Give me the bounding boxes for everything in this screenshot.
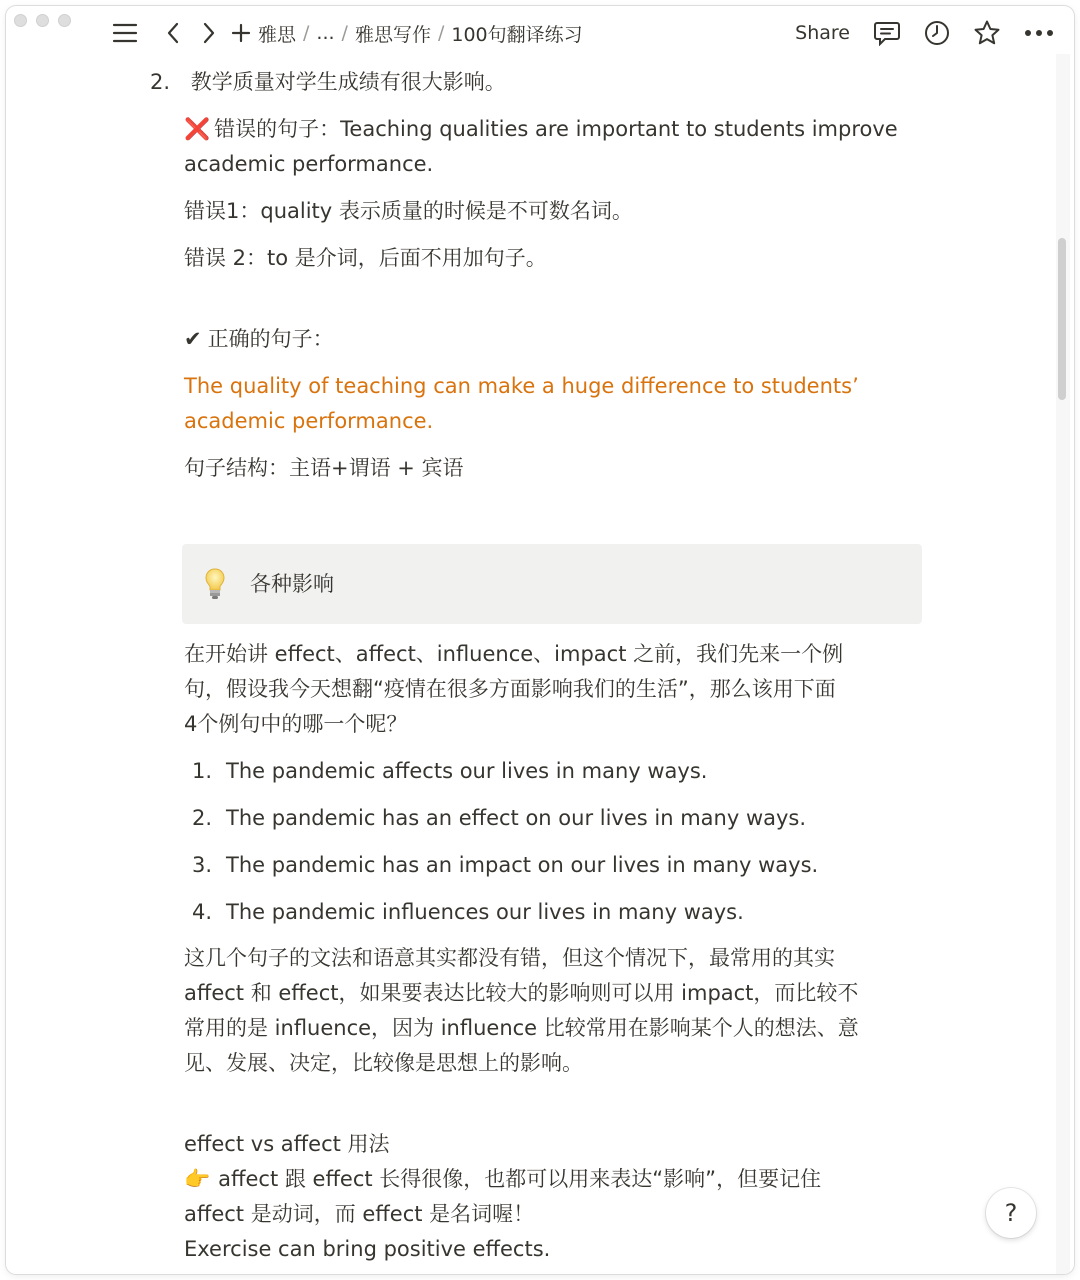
breadcrumb <box>258 20 583 47</box>
scrollbar-thumb[interactable] <box>1058 238 1066 400</box>
list-item <box>192 848 932 895</box>
paragraph-line: 在开始讲 effect、affect、influence、impact 之前，我们先来一个例 <box>184 642 844 666</box>
usage-section <box>184 1127 944 1267</box>
list-number: 2. <box>192 806 213 830</box>
paragraph-line: 常用的是 influence，因为 influence 比较常用在影响某个人的想法、意 <box>184 1016 859 1040</box>
list-number: 1. <box>192 759 213 783</box>
callout-block <box>182 544 922 624</box>
help-button[interactable]: ? <box>986 1188 1036 1238</box>
app-window <box>6 6 1074 1274</box>
history-icon[interactable] <box>922 18 952 48</box>
paragraph-line: affect 和 effect，如果要表达比较大的影响则可以用 impact，而比较不 <box>184 981 859 1005</box>
list-item-text: The pandemic influences our lives in many ways. <box>226 900 744 924</box>
scrollbar-track[interactable] <box>1056 54 1070 1274</box>
list-item-text: The pandemic has an impact on our lives in many ways. <box>226 853 819 877</box>
checkmark-icon: ✔ <box>184 327 202 351</box>
paragraph-line: 见、发展、决定，比较像是思想上的影响。 <box>184 1051 583 1075</box>
more-icon[interactable] <box>1022 18 1056 48</box>
list-item <box>192 801 932 848</box>
correct-sentence-line: The quality of teaching can make a huge difference to students’ <box>184 374 859 398</box>
star-icon[interactable] <box>972 18 1002 48</box>
item-title: 教学质量对学生成绩有很大影响。 <box>190 70 506 94</box>
breadcrumb-item[interactable]: ... <box>316 22 335 44</box>
share-button[interactable]: Share <box>795 22 850 44</box>
pointing-hand-icon: 👉 <box>184 1167 211 1191</box>
intro-paragraph <box>184 637 944 742</box>
correct-sentence <box>184 369 944 439</box>
sentence-structure: 句子结构：主语+谓语 + 宾语 <box>184 456 464 480</box>
paragraph-line: affect 跟 effect 长得很像，也都可以用来表达“影响”，但要记住 <box>218 1167 822 1191</box>
lightbulb-icon <box>204 567 226 601</box>
breadcrumb-item[interactable]: 雅思 <box>258 23 297 46</box>
numbered-item <box>150 65 506 100</box>
paragraph-line: Exercise can bring positive effects. <box>184 1237 551 1261</box>
top-actions <box>795 14 1056 52</box>
wrong-sentence-line: 错误的句子：Teaching qualities are important to students improve <box>214 117 898 141</box>
list-number: 4. <box>192 900 213 924</box>
example-list <box>192 754 932 942</box>
correct-sentence-line: academic performance. <box>184 409 434 433</box>
breadcrumb-item-current[interactable]: 100句翻译练习 <box>451 23 583 46</box>
navigation <box>110 14 583 52</box>
correct-label-text: 正确的句子： <box>207 327 334 351</box>
wrong-sentence-line: academic performance. <box>184 152 434 176</box>
list-item <box>192 754 932 801</box>
breadcrumb-item[interactable]: 雅思写作 <box>354 23 431 46</box>
wrong-sentence <box>184 112 944 182</box>
cross-mark-icon: ❌ <box>184 117 211 141</box>
add-icon[interactable] <box>228 18 254 48</box>
list-item-text: The pandemic affects our lives in many ways. <box>226 759 708 783</box>
usage-heading: effect vs affect 用法 <box>184 1132 390 1156</box>
list-item <box>192 895 932 942</box>
correct-label <box>184 322 334 357</box>
back-icon[interactable] <box>158 18 188 48</box>
paragraph-line: 4个例句中的哪一个呢？ <box>184 712 408 736</box>
list-number: 3. <box>192 853 213 877</box>
error-note-1: 错误1：quality 表示质量的时候是不可数名词。 <box>184 199 633 223</box>
paragraph-line: 句，假设我今天想翻“疫情在很多方面影响我们的生活”，那么该用下面 <box>184 677 836 701</box>
list-item-text: The pandemic has an effect on our lives in many ways. <box>226 806 807 830</box>
paragraph-line: 这几个句子的文法和语意其实都没有错，但这个情况下，最常用的其实 <box>184 946 835 970</box>
paragraph-line: affect 是动词，而 effect 是名词喔！ <box>184 1202 535 1226</box>
top-bar <box>6 6 1074 54</box>
error-note-2: 错误 2：to 是介词，后面不用加句子。 <box>184 246 547 270</box>
list-number: 2. <box>150 70 171 94</box>
breadcrumb-separator: / <box>437 22 445 44</box>
menu-icon[interactable] <box>110 18 140 48</box>
explanation-paragraph <box>184 941 944 1081</box>
breadcrumb-separator: / <box>341 22 348 44</box>
forward-icon[interactable] <box>194 18 224 48</box>
callout-text: 各种影响 <box>250 571 334 596</box>
comment-icon[interactable] <box>872 18 902 48</box>
breadcrumb-separator: / <box>303 22 310 44</box>
